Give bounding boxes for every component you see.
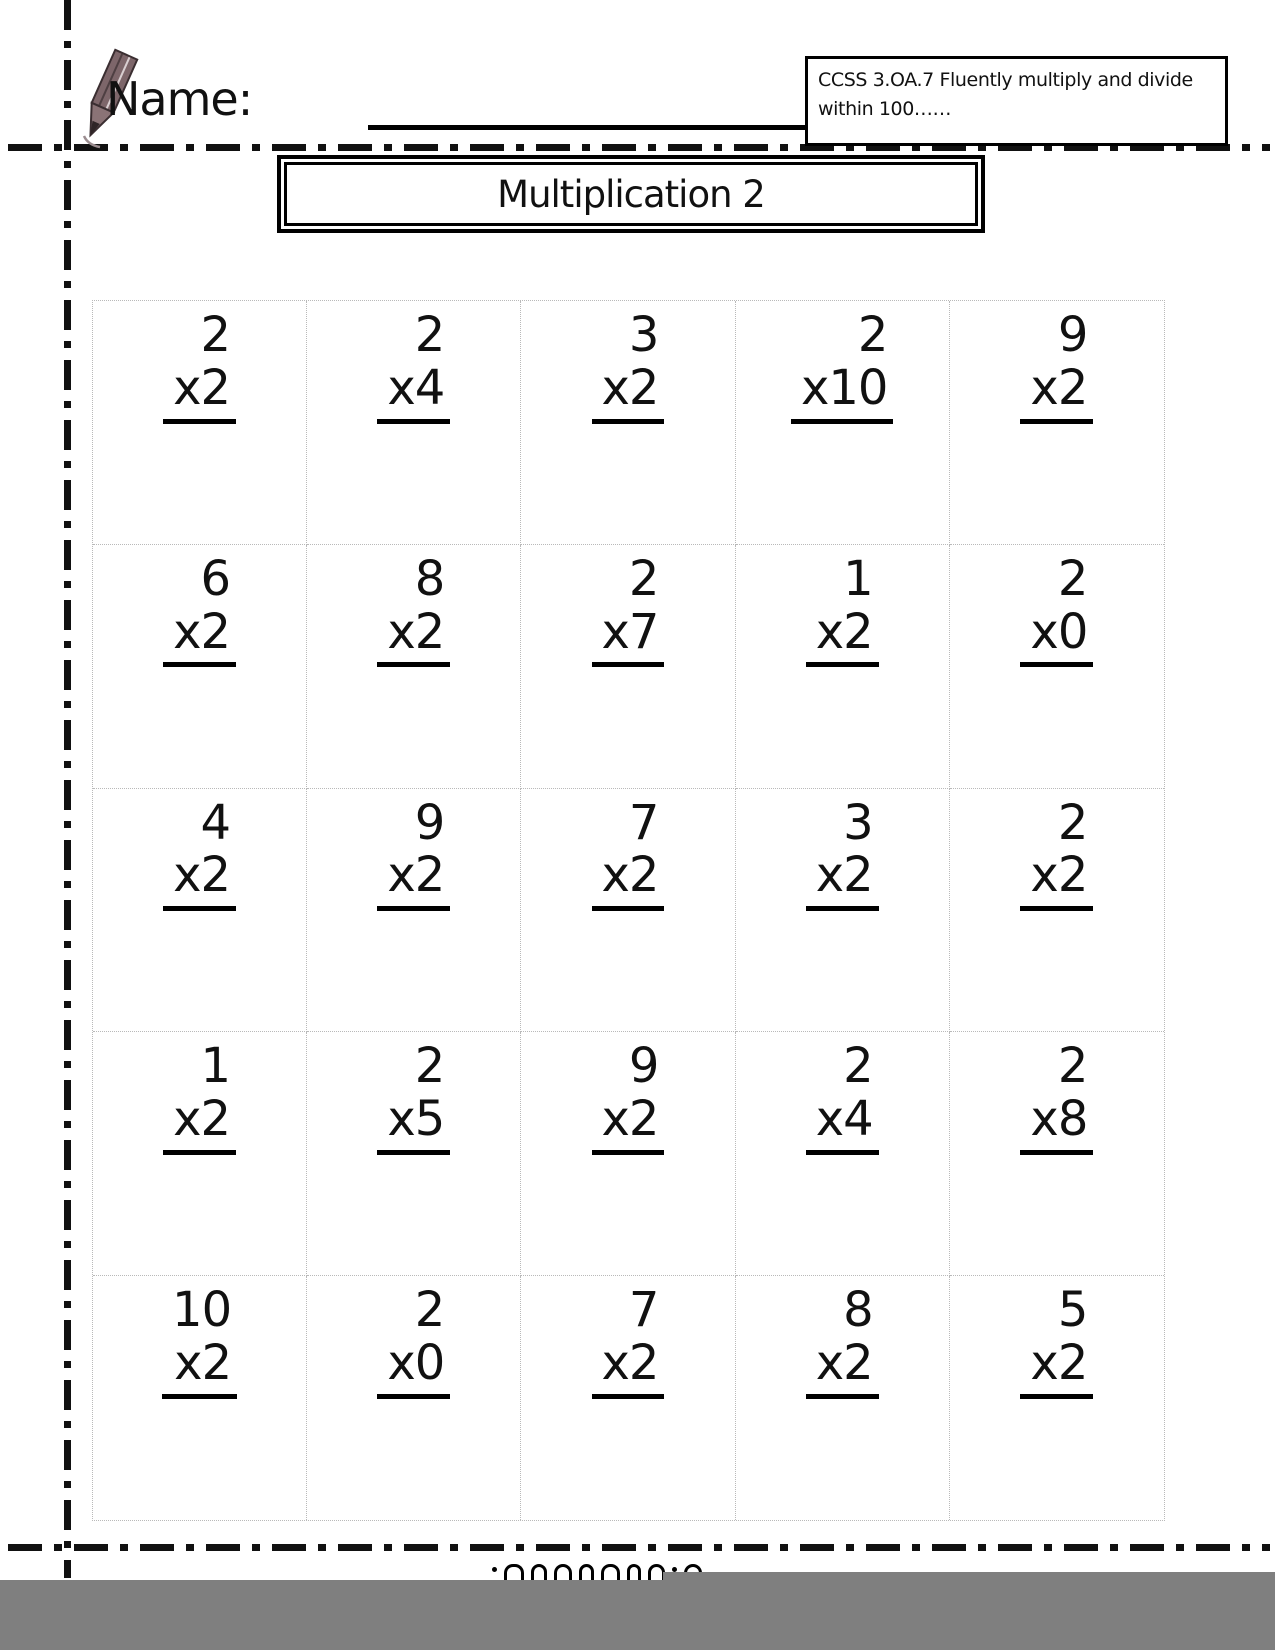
multiplicand: 2 xyxy=(857,307,888,363)
multiplier-underlined: x2 xyxy=(163,362,236,424)
multiplier-underlined: x8 xyxy=(1020,1093,1093,1155)
problem-cell xyxy=(307,545,521,789)
multiplication-problem xyxy=(1020,1276,1093,1399)
problem-cell xyxy=(93,789,307,1033)
multiplication-problem xyxy=(592,789,665,912)
problem-cell xyxy=(93,301,307,545)
multiplier-underlined: x2 xyxy=(163,849,236,911)
multiplicand: 8 xyxy=(414,550,445,607)
multiplier-underlined: x2 xyxy=(806,849,879,911)
multiplication-problem xyxy=(377,1276,450,1399)
multiplicand: 5 xyxy=(1057,1282,1088,1339)
glyph-fragment xyxy=(627,1564,641,1580)
multiplicand: 6 xyxy=(200,550,231,607)
glyph-fragment xyxy=(531,1564,547,1580)
multiplication-problem xyxy=(1020,301,1093,424)
multiplicand: 1 xyxy=(843,550,873,607)
problem-cell xyxy=(521,545,735,789)
multiplication-problem xyxy=(592,545,665,668)
multiplication-problem xyxy=(592,1032,665,1155)
multiplicand: 2 xyxy=(843,1038,873,1095)
problem-cell xyxy=(307,1032,521,1276)
multiplication-problem xyxy=(163,789,236,912)
problem-cell xyxy=(950,789,1164,1033)
problem-cell xyxy=(950,1276,1164,1520)
glyph-fragment xyxy=(554,1564,572,1580)
problem-cell xyxy=(950,545,1164,789)
multiplier-underlined: x2 xyxy=(163,606,236,668)
multiplier-underlined: x0 xyxy=(377,1337,450,1399)
multiplication-problem xyxy=(791,301,893,424)
name-label: Name: xyxy=(106,72,253,126)
problem-cell xyxy=(307,789,521,1033)
multiplicand: 9 xyxy=(1057,307,1088,363)
multiplicand: 2 xyxy=(414,1282,445,1339)
multiplication-problem xyxy=(163,1032,236,1155)
ccss-standard-line1: CCSS 3.OA.7 Fluently multiply and divide xyxy=(818,69,1193,91)
left-margin-dashdot-line xyxy=(64,0,71,1578)
multiplicand: 8 xyxy=(843,1282,873,1339)
glyph-fragment xyxy=(504,1564,524,1580)
multiplicand: 3 xyxy=(628,307,659,363)
multiplication-problem xyxy=(162,1276,237,1399)
problem-cell xyxy=(93,1276,307,1520)
multiplication-problem xyxy=(377,1032,450,1155)
multiplier-underlined: x4 xyxy=(377,362,450,424)
multiplier-underlined: x5 xyxy=(377,1093,450,1155)
multiplier-underlined: x4 xyxy=(806,1093,879,1155)
problem-cell xyxy=(93,545,307,789)
multiplicand: 7 xyxy=(628,1282,659,1339)
ccss-standard-box xyxy=(805,56,1228,146)
multiplicand: 2 xyxy=(1057,1038,1088,1095)
problem-cell xyxy=(736,1276,950,1520)
glyph-fragment xyxy=(492,1567,497,1572)
problem-cell xyxy=(521,301,735,545)
problem-cell xyxy=(521,1276,735,1520)
multiplication-problem xyxy=(1020,789,1093,912)
ccss-standard-line2: within 100…… xyxy=(818,98,952,121)
multiplication-problem xyxy=(806,789,879,912)
multiplication-problem xyxy=(806,1032,879,1155)
multiplicand: 10 xyxy=(172,1282,232,1339)
problem-cell xyxy=(93,1032,307,1276)
glyph-fragment xyxy=(579,1564,594,1580)
problem-cell xyxy=(736,545,950,789)
multiplier-underlined: x2 xyxy=(592,1093,665,1155)
multiplier-underlined: x2 xyxy=(1020,849,1093,911)
problem-cell xyxy=(521,1032,735,1276)
multiplier-underlined: x2 xyxy=(163,1093,236,1155)
multiplier-underlined: x2 xyxy=(592,1337,665,1399)
multiplier-underlined: x2 xyxy=(377,606,450,668)
multiplicand: 4 xyxy=(200,794,231,851)
multiplicand: 9 xyxy=(628,1038,659,1095)
name-fill-line xyxy=(368,125,806,130)
problem-cell xyxy=(736,1032,950,1276)
multiplication-problem xyxy=(592,301,665,424)
multiplication-problem xyxy=(163,545,236,668)
multiplication-problem xyxy=(592,1276,665,1399)
multiplier-underlined: x2 xyxy=(592,849,665,911)
problem-cell xyxy=(736,789,950,1033)
scan-artifact-gray-bar-right xyxy=(663,1572,1275,1650)
problem-cell xyxy=(950,301,1164,545)
problem-cell xyxy=(950,1032,1164,1276)
page-title: Multiplication 2 xyxy=(497,172,765,216)
multiplicand: 2 xyxy=(200,307,231,363)
multiplicand: 7 xyxy=(628,794,659,851)
problem-cell xyxy=(521,789,735,1033)
scan-artifact-gray-bar-left xyxy=(0,1580,663,1650)
title-box xyxy=(277,155,985,233)
multiplication-problem xyxy=(806,1276,879,1399)
multiplier-underlined: x10 xyxy=(791,362,893,424)
multiplier-underlined: x7 xyxy=(592,606,665,668)
multiplicand: 2 xyxy=(414,1038,445,1095)
multiplier-underlined: x2 xyxy=(806,606,879,668)
multiplicand: 1 xyxy=(200,1038,231,1095)
multiplier-underlined: x2 xyxy=(1020,362,1093,424)
problem-cell xyxy=(736,301,950,545)
multiplier-underlined: x2 xyxy=(592,362,665,424)
multiplicand: 3 xyxy=(843,794,873,851)
multiplicand: 2 xyxy=(1057,550,1088,607)
multiplication-problem xyxy=(377,789,450,912)
multiplication-problem xyxy=(1020,1032,1093,1155)
problem-cell xyxy=(307,1276,521,1520)
multiplier-underlined: x2 xyxy=(162,1337,237,1399)
multiplication-problem xyxy=(806,545,879,668)
glyph-fragment xyxy=(601,1564,620,1580)
multiplier-underlined: x2 xyxy=(806,1337,879,1399)
multiplicand: 2 xyxy=(628,550,659,607)
multiplication-problem xyxy=(377,301,450,424)
multiplication-problem xyxy=(1020,545,1093,668)
bottom-margin-dashdot-line xyxy=(8,1544,1270,1551)
multiplication-problem xyxy=(377,545,450,668)
problems-grid xyxy=(92,300,1165,1521)
multiplier-underlined: x0 xyxy=(1020,606,1093,668)
title-box-inner-border xyxy=(284,162,978,226)
multiplicand: 2 xyxy=(414,307,445,363)
multiplier-underlined: x2 xyxy=(1020,1337,1093,1399)
multiplier-underlined: x2 xyxy=(377,849,450,911)
problem-cell xyxy=(307,301,521,545)
multiplicand: 2 xyxy=(1057,794,1088,851)
multiplication-problem xyxy=(163,301,236,424)
multiplicand: 9 xyxy=(414,794,445,851)
